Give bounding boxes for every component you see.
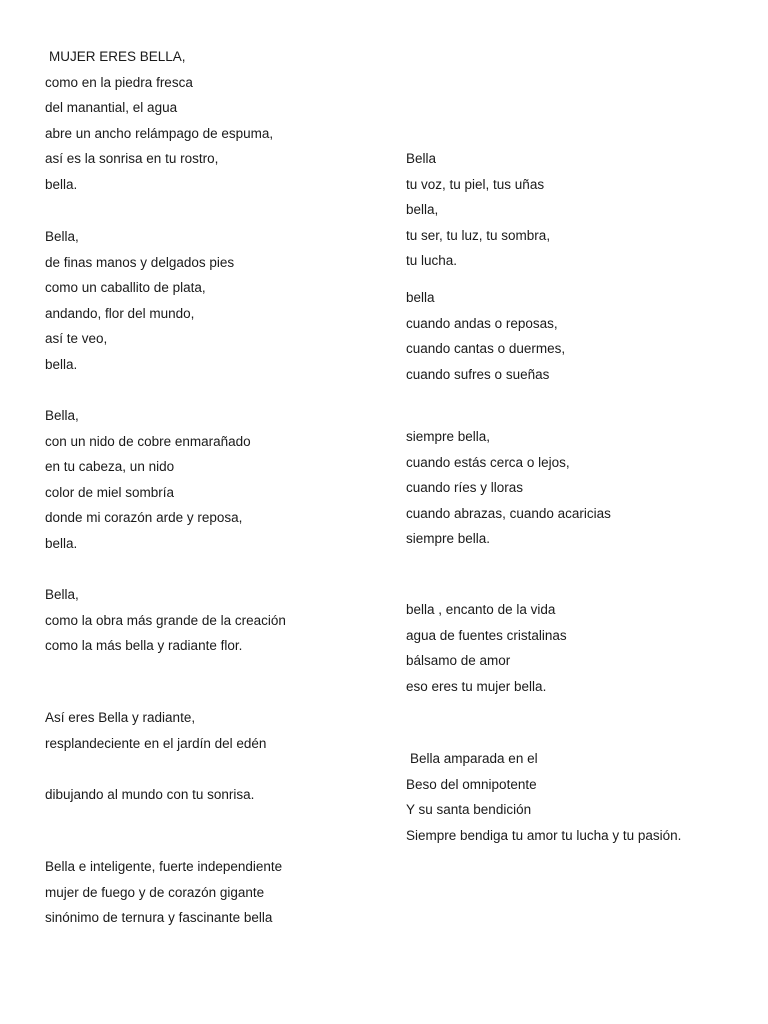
poem-line: tu lucha. [406, 253, 458, 269]
poem-line: bella [406, 290, 435, 305]
stanza-left-3 [45, 403, 251, 557]
poem-line: de finas manos y delgados pies [45, 254, 235, 270]
poem-line: bella. [45, 535, 78, 551]
poem-line: tu voz, tu piel, tus uñas [406, 176, 545, 192]
poem-line: como la más bella y radiante flor. [45, 638, 243, 654]
poem-line: Y su santa bendición [406, 802, 532, 818]
poem-line: así te veo, [45, 331, 108, 347]
poem-line: Siempre bendiga tu amor tu lucha y tu pasión. [406, 827, 682, 843]
poem-line: resplandeciente en el jardín del edén [45, 735, 267, 751]
poem-line: Bella amparada en el [410, 751, 538, 766]
poem-line: como en la piedra fresca [45, 74, 193, 90]
poem-line: mujer de fuego y de corazón gigante [45, 884, 265, 900]
poem-line: bálsamo de amor [406, 653, 511, 669]
stanza-right-5 [406, 746, 681, 848]
stanza-right-3 [406, 424, 611, 552]
poem-line: con un nido de cobre enmarañado [45, 433, 251, 449]
poem-line: MUJER ERES BELLA, [49, 49, 186, 64]
poem-line: siempre bella, [406, 429, 491, 444]
stanza-right-1 [406, 146, 550, 274]
poem-line: como un caballito de plata, [45, 280, 206, 296]
poem-line: bella , encanto de la vida [406, 602, 556, 617]
stanza-left-7 [45, 854, 282, 931]
poem-line: bella. [45, 176, 78, 192]
poem-line: así es la sonrisa en tu rostro, [45, 151, 219, 167]
poem-line: agua de fuentes cristalinas [406, 627, 567, 643]
stanza-left-2 [45, 224, 234, 378]
poem-line: cuando andas o reposas, [406, 315, 558, 331]
stanza-left-4 [45, 582, 286, 659]
poem-line: donde mi corazón arde y reposa, [45, 510, 243, 526]
stanza-left-1 [45, 44, 273, 198]
poem-line: Bella, [45, 587, 79, 602]
poem-line: cuando estás cerca o lejos, [406, 454, 570, 470]
poem-line: sinónimo de ternura y fascinante bella [45, 910, 273, 926]
poem-line: andando, flor del mundo, [45, 305, 195, 321]
stanza-right-4 [406, 597, 567, 699]
stanza-left-5 [45, 705, 266, 756]
stanza-left-6 [45, 782, 254, 808]
poem-line: dibujando al mundo con tu sonrisa. [45, 787, 255, 802]
stanza-right-2 [406, 285, 565, 387]
poem-line: color de miel sombría [45, 484, 175, 500]
poem-line: Así eres Bella y radiante, [45, 710, 196, 725]
poem-line: Bella, [45, 229, 79, 244]
poem-line: tu ser, tu luz, tu sombra, [406, 227, 551, 243]
poem-line: bella, [406, 202, 439, 218]
poem-line: cuando cantas o duermes, [406, 341, 566, 357]
poem-line: Bella [406, 151, 437, 166]
poem-line: eso eres tu mujer bella. [406, 678, 547, 694]
poem-line: cuando sufres o sueñas [406, 366, 550, 382]
poem-line: cuando abrazas, cuando acaricias [406, 505, 611, 521]
poem-line: del manantial, el agua [45, 100, 178, 116]
poem-line: Bella, [45, 408, 79, 423]
poem-line: como la obra más grande de la creación [45, 612, 286, 628]
poem-line: Beso del omnipotente [406, 776, 537, 792]
poem-line: bella. [45, 356, 78, 372]
poem-line: siempre bella. [406, 531, 491, 547]
poem-line: en tu cabeza, un nido [45, 459, 175, 475]
poem-line: abre un ancho relámpago de espuma, [45, 125, 274, 141]
poem-line: cuando ríes y lloras [406, 480, 524, 496]
poem-line: Bella e inteligente, fuerte independiente [45, 859, 283, 874]
